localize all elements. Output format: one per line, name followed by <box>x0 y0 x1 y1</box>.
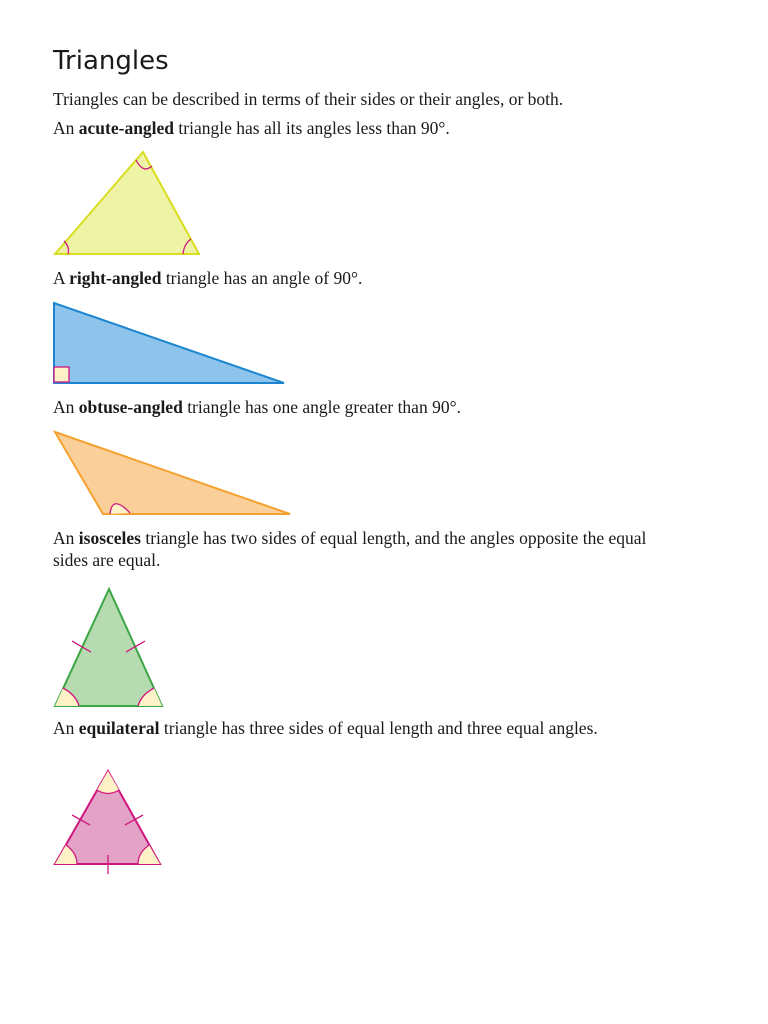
equilateral-triangle-figure <box>50 766 166 876</box>
obtuse-description: An obtuse-angled triangle has one angle greater than 90°. <box>53 397 461 417</box>
obtuse-term: obtuse-angled <box>78 397 183 417</box>
obtuse-triangle-figure <box>50 427 295 519</box>
equilateral-description: An equilateral triangle has three sides of equal length and three equal angles. <box>53 718 598 738</box>
acute-triangle <box>55 152 199 254</box>
isosceles-description: An isosceles triangle has two sides of equal length, and the angles opposite the equal sides are equal. <box>53 528 647 570</box>
right-triangle-figure <box>50 298 290 388</box>
isosceles-triangle-figure <box>50 584 168 712</box>
right-term: right-angled <box>69 268 162 288</box>
equilateral-angle-top <box>97 771 119 794</box>
obtuse-triangle <box>55 432 290 514</box>
right-description: A right-angled triangle has an angle of 90°. <box>53 268 363 288</box>
acute-description: An acute-angled triangle has all its angles less than 90°. <box>53 118 450 138</box>
page-title: Triangles <box>53 46 169 76</box>
acute-term: acute-angled <box>78 118 175 138</box>
equilateral-term: equilateral <box>78 718 160 738</box>
intro-text: Triangles can be described in terms of their sides or their angles, or both. <box>53 89 564 109</box>
isosceles-term: isosceles <box>78 528 141 548</box>
acute-triangle-figure <box>50 148 205 258</box>
right-triangle <box>54 303 284 383</box>
isosceles-triangle <box>55 589 162 706</box>
right-angle-mark <box>54 367 69 382</box>
